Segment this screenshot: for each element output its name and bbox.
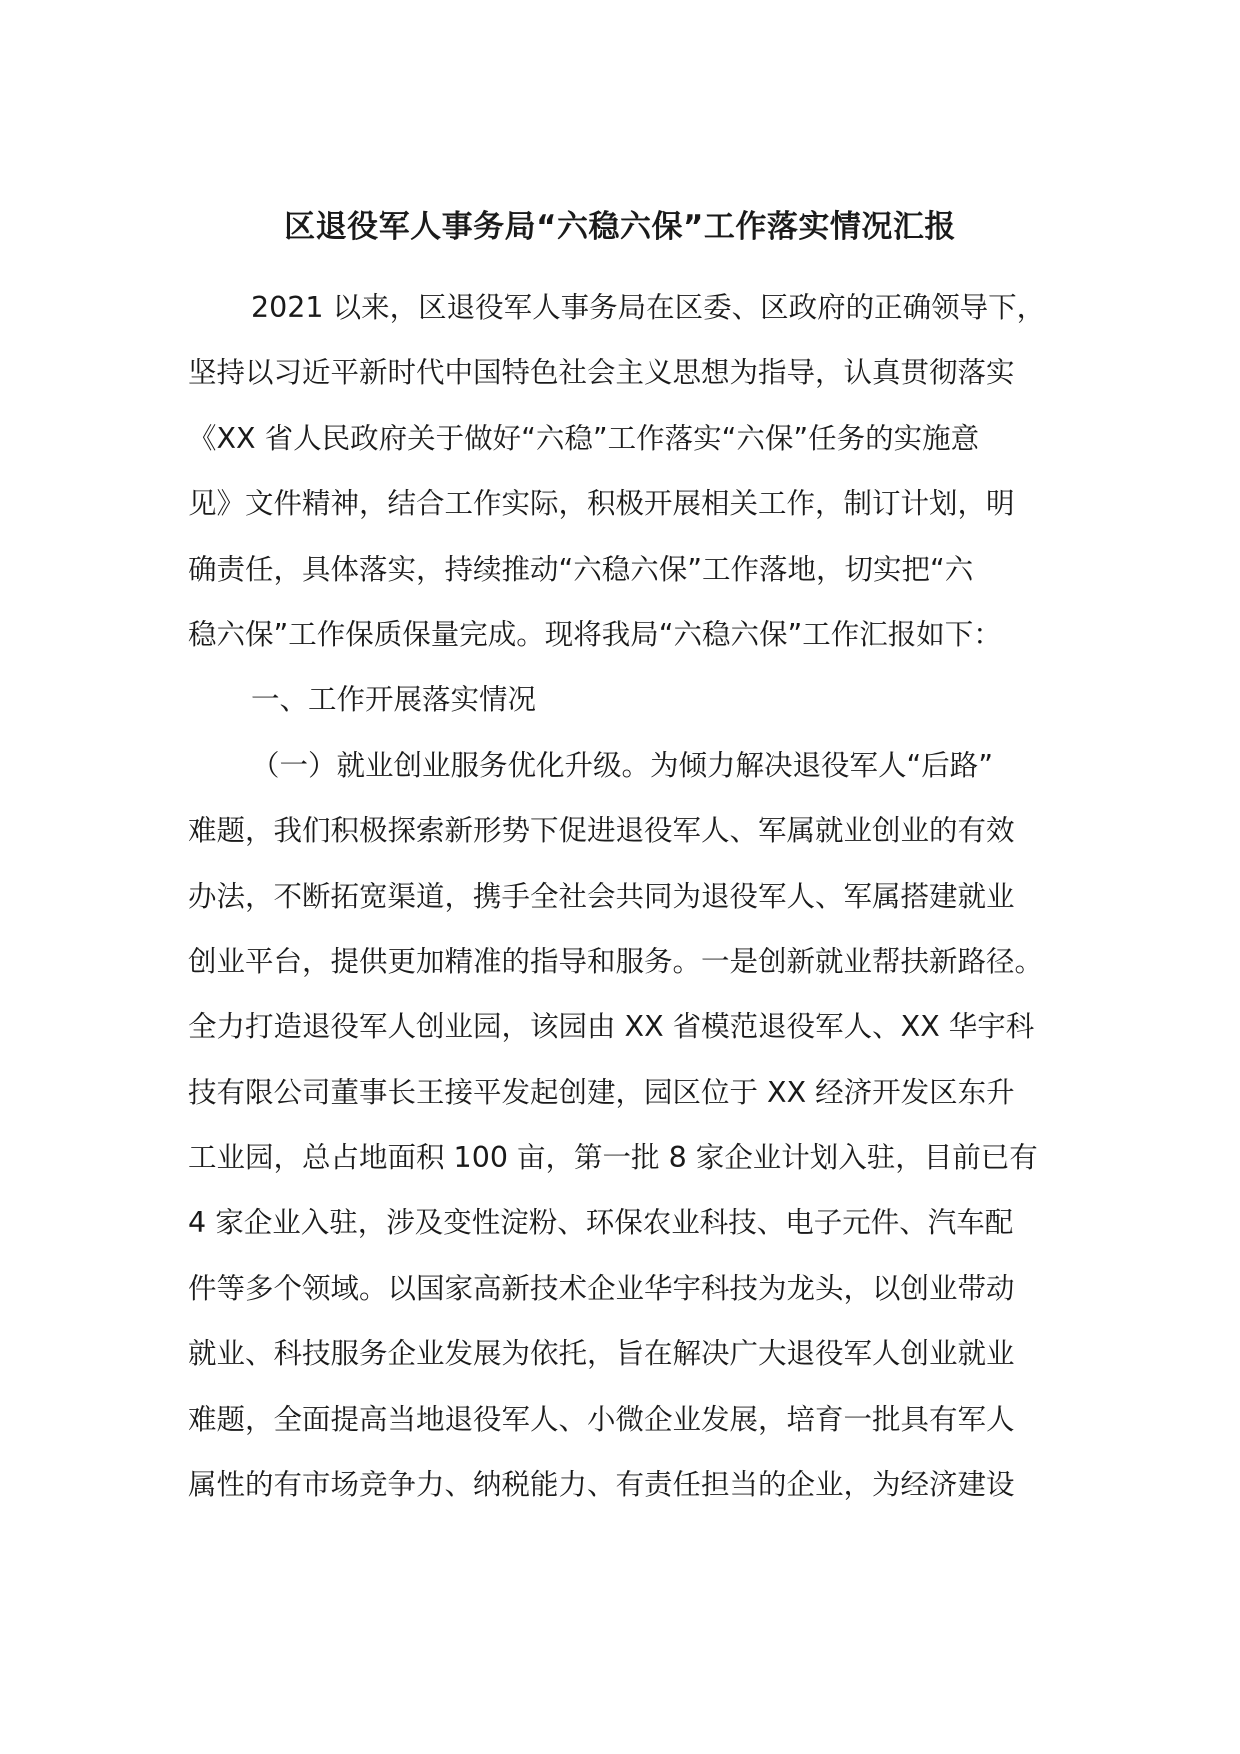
paragraph-line: 确责任，具体落实，持续推动“六稳六保”工作落地，切实把“六 [188, 552, 974, 586]
paragraph-line: 全力打造退役军人创业园，该园由 XX 省模范退役军人、XX 华宇科 [188, 1010, 1035, 1044]
paragraph-line: 见》文件精神，结合工作实际，积极开展相关工作，制订计划，明 [188, 487, 1015, 521]
paragraph-line: 难题，我们积极探索新形势下促进退役军人、军属就业创业的有效 [188, 814, 1015, 848]
paragraph-line: 《XX 省人民政府关于做好“六稳”工作落实“六保”任务的实施意 [188, 421, 980, 455]
section-heading: 一、工作开展落实情况 [251, 683, 537, 717]
paragraph-line: 坚持以习近平新时代中国特色社会主义思想为指导，认真贯彻落实 [188, 356, 1015, 390]
paragraph-line: 稳六保”工作保质保量完成。现将我局“六稳六保”工作汇报如下： [188, 617, 1002, 651]
document-body [188, 275, 1068, 1517]
paragraph-line: 难题，全面提高当地退役军人、小微企业发展，培育一批具有军人 [188, 1402, 1015, 1436]
document-title: 区退役军人事务局“六稳六保”工作落实情况汇报 [284, 209, 956, 245]
paragraph-line: 2021 以来，区退役军人事务局在区委、区政府的正确领导下， [251, 291, 1046, 324]
paragraph-line: 属性的有市场竞争力、纳税能力、有责任担当的企业，为经济建设 [188, 1468, 1015, 1502]
paragraph-line: 创业平台，提供更加精准的指导和服务。一是创新就业帮扶新路径。 [188, 944, 1044, 978]
paragraph-line: 办法，不断拓宽渠道，携手全社会共同为退役军人、军属搭建就业 [188, 879, 1015, 913]
paragraph-line: 工业园，总占地面积 100 亩，第一批 8 家企业计划入驻，目前已有 [188, 1141, 1038, 1175]
paragraph-line: 技有限公司董事长王接平发起创建，园区位于 XX 经济开发区东升 [188, 1075, 1015, 1109]
paragraph-line: 就业、科技服务企业发展为依托，旨在解决广大退役军人创业就业 [188, 1337, 1015, 1371]
paragraph-line: 件等多个领域。以国家高新技术企业华宇科技为龙头，以创业带动 [188, 1271, 1015, 1305]
paragraph-line: （一）就业创业服务优化升级。为倾力解决退役军人“后路” [251, 748, 994, 782]
paragraph-line: 4 家企业入驻，涉及变性淀粉、环保农业科技、电子元件、汽车配 [188, 1206, 1014, 1240]
